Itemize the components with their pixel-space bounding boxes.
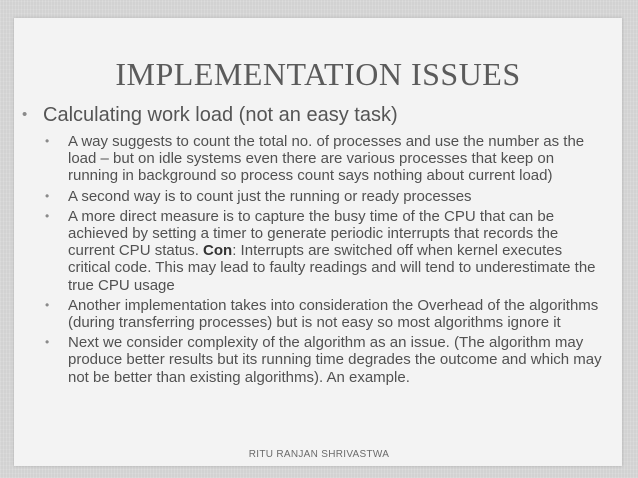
sub-bullet-list [22,133,608,386]
con-label: Con [203,242,233,260]
bullet-icon: • [22,106,28,123]
slide-title: IMPLEMENTATION ISSUES [115,56,521,92]
bullet-icon: • [45,134,50,148]
sub-bullet-item [22,188,608,205]
sub-bullet-text: Another implementation takes into consideration the Overhead of the algorithms (during transferring processes) but is not easy so most algorithms ignore it [68,296,599,332]
footer-author: RITU RANJAN SHRIVASTWA [248,449,390,460]
sub-bullet-item [22,297,608,331]
bullet-icon: • [45,297,50,312]
sub-bullet-item [22,334,608,386]
bullet-icon: • [45,188,50,203]
sub-bullet-item [22,133,608,185]
sub-bullet-text-after: : Interrupts are switched off when kernel executes critical code. This may lead to faulty readings and will tend to underestimate the true CPU usage [68,242,596,294]
sub-bullet-text-before: A more direct measure is to capture the busy time of the CPU that can be achieved by setting a timer to generate periodic interrupts that records the current CPU status. [68,207,559,260]
main-bullet-item [22,103,608,127]
sub-bullet-item [22,208,608,294]
bullet-icon: • [45,335,50,350]
sub-bullet-text: A second way is to count just the running or ready processes [68,187,472,205]
sub-bullet-text: A way suggests to count the total no. of processes and use the number as the load – but on idle systems even there are various processes that keep on running in background so process count says nothing about current load) [68,133,585,185]
main-bullet-text: Calculating work load (not an easy task) [43,104,398,126]
bullet-icon: • [45,208,50,223]
slide-body [22,103,608,389]
sub-bullet-text: Next we consider complexity of the algorithm as an issue. (The algorithm may produce better results but its running time degrades the outcome and which may not be better than existing algorithms). An example. [68,334,602,386]
